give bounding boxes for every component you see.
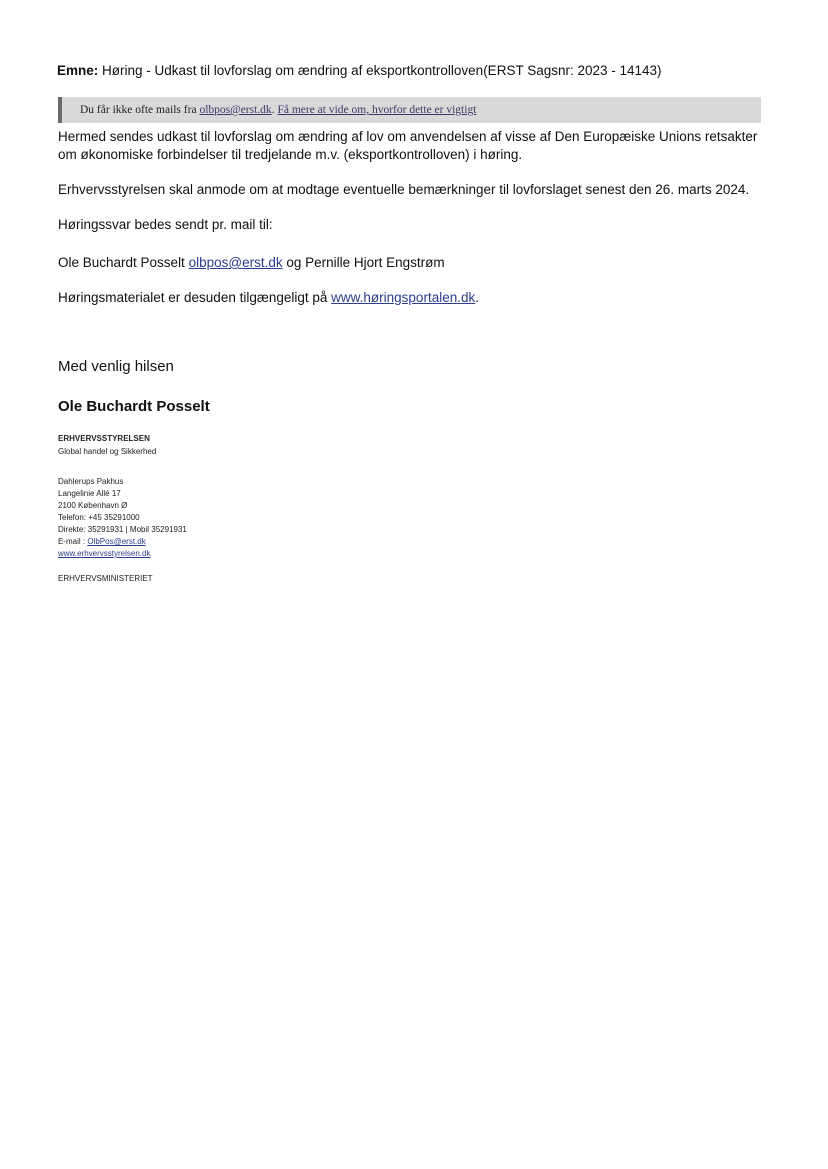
- banner-prefix: Du får ikke ofte mails fra: [80, 104, 200, 116]
- banner-text: [80, 104, 476, 116]
- banner-sender-link[interactable]: olbpos@erst.dk: [199, 104, 272, 116]
- signature-name: Ole Buchardt Posselt: [58, 398, 210, 415]
- email-line: [58, 536, 187, 548]
- signature-website-link[interactable]: www.erhvervsstyrelsen.dk: [58, 549, 151, 558]
- contact-name: Ole Buchardt Posselt: [58, 255, 189, 270]
- signature-department: [58, 446, 156, 458]
- signature-email-link[interactable]: OlbPos@erst.dk: [87, 537, 146, 546]
- portal-suffix: .: [475, 290, 479, 305]
- body-paragraph-portal: [58, 289, 479, 307]
- address-line-1: Dahlerups Pakhus: [58, 477, 124, 486]
- email-prefix: E-mail :: [58, 537, 88, 546]
- body-paragraph-reply-instructions: Høringssvar bedes sendt pr. mail til:: [58, 217, 273, 232]
- phone-line: Telefon: +45 35291000: [58, 513, 140, 522]
- signature-address-block: [58, 476, 187, 560]
- subject-text: Høring - Udkast til lovforslag om ændring af eksportkontrolloven(ERST Sagsnr: 2023 - 14143): [102, 63, 662, 78]
- direct-mobile-line: Direkte: 35291931 | Mobil 35291931: [58, 525, 187, 534]
- website-line: [58, 548, 187, 560]
- subject-label: Emne:: [57, 63, 99, 78]
- address-line-3: 2100 København Ø: [58, 501, 128, 510]
- body-paragraph-intro: Hermed sendes udkast til lovforslag om ændring af lov om anvendelsen af visse af Den Europæiske Unions retsakter om økonomiske forbindelser til tredjelande m.v. (eksportkontrolloven) i høring.: [58, 129, 758, 162]
- banner-separator: .: [271, 104, 278, 116]
- email-subject: [57, 63, 662, 78]
- department-name: Global handel og Sikkerhed: [58, 447, 157, 456]
- body-paragraph-contacts: [58, 254, 445, 272]
- contact-email-link[interactable]: olbpos@erst.dk: [188, 255, 283, 270]
- portal-prefix: Høringsmaterialet er desuden tilgængeligt på: [58, 290, 332, 305]
- signature-org: ERHVERVSSTYRELSEN: [58, 434, 150, 443]
- contact-second-name: og Pernille Hjort Engstrøm: [282, 255, 445, 270]
- signature-ministry: ERHVERVSMINISTERIET: [58, 574, 153, 583]
- banner-learn-more-link[interactable]: Få mere at vide om, hvorfor dette er vigtigt: [277, 104, 477, 116]
- address-line-2: Langelinie Allé 17: [58, 489, 121, 498]
- signature-greeting: Med venlig hilsen: [58, 358, 174, 375]
- body-paragraph-deadline: Erhvervsstyrelsen skal anmode om at modtage eventuelle bemærkninger til lovforslaget senest den 26. marts 2024.: [58, 182, 750, 197]
- portal-link[interactable]: www.høringsportalen.dk: [331, 290, 476, 305]
- external-sender-banner: [58, 97, 761, 123]
